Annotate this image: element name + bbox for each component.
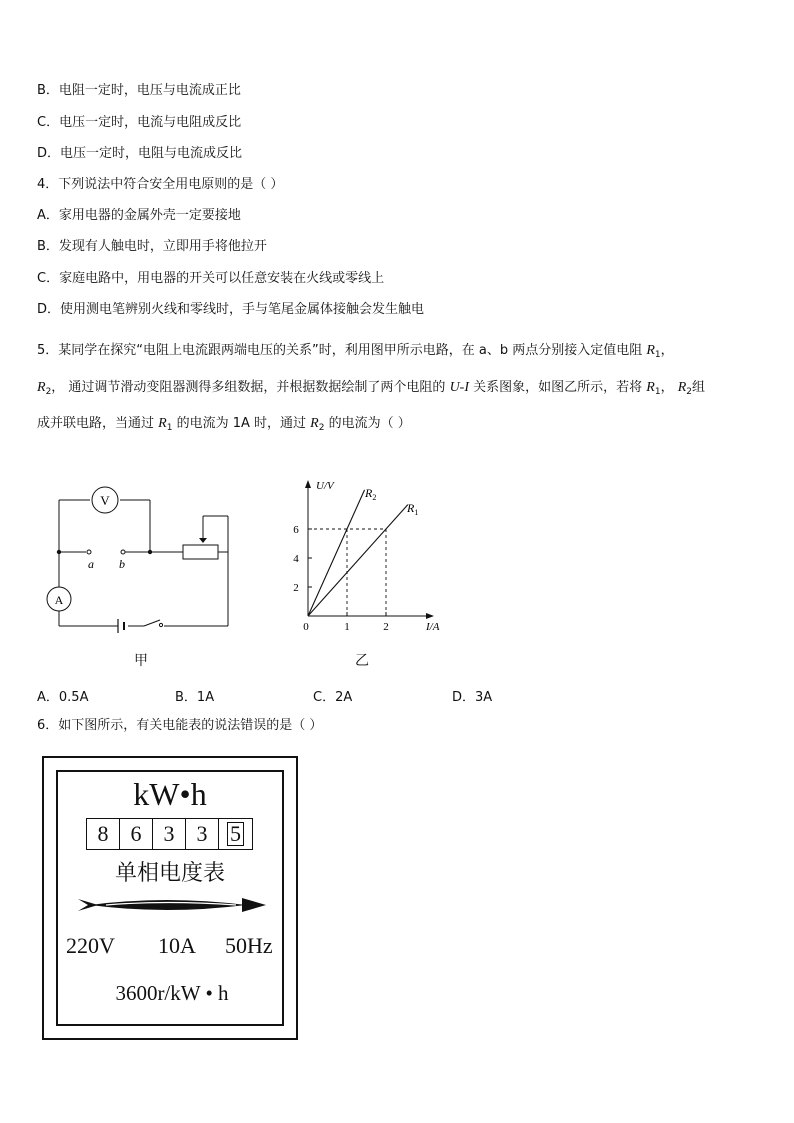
q5-stem-line1: [37, 342, 674, 364]
x-tick-label: 1: [344, 621, 350, 633]
meter-unit: kW•h: [133, 776, 207, 812]
ammeter-label: A: [54, 593, 64, 607]
r2-sub: 2: [318, 423, 325, 433]
r2-sub: 2: [686, 387, 692, 397]
y-tick-label: 6: [293, 524, 299, 536]
origin-label: 0: [303, 621, 309, 633]
r2-symbol: R: [310, 416, 319, 431]
x-axis-arrow-icon: [426, 613, 434, 619]
q4-option-b: B．发现有人触电时，立即用手将他拉开: [37, 239, 267, 254]
r2-line-label: $R_2$: [365, 486, 377, 502]
r2-symbol: R: [677, 380, 687, 395]
circuit-caption: 甲: [134, 653, 148, 669]
q5-text: 组: [692, 380, 706, 395]
r1-symbol: R: [646, 343, 655, 358]
q5-option-c: C．2A: [313, 690, 353, 705]
q5-text: 成并联电路，当通过: [37, 416, 159, 431]
q3-option-d: D．电压一定时，电阻与电流成反比: [37, 146, 243, 161]
q3-option-c: C．电压一定时，电流与电阻成反比: [37, 115, 242, 130]
q5-option-b: B．1A: [175, 690, 215, 705]
meter-name: 单相电度表: [114, 861, 225, 886]
q4-option-c: C．家庭电路中，用电器的开关可以任意安装在火线或零线上: [37, 271, 385, 286]
meter-digit-display: [86, 818, 253, 850]
ui-graph: [286, 470, 456, 670]
graph-caption: 乙: [355, 653, 369, 669]
r2-sub: 2: [45, 387, 52, 397]
y-axis-arrow-icon: [305, 480, 311, 488]
meter-frequency: 50Hz: [225, 933, 273, 958]
meter-current: 10A: [158, 933, 196, 958]
terminal-a: [87, 550, 91, 554]
y-axis-label: U/V: [316, 480, 334, 492]
r1-sub: 1: [654, 387, 661, 397]
meter-rotation-arrow-icon: [76, 893, 268, 917]
point-a-label: a: [88, 557, 94, 571]
series-line-r2: [308, 490, 365, 616]
r1-symbol: R: [158, 416, 167, 431]
q4-option-d: D．使用测电笔辨别火线和零线时，手与笔尾金属体接触会发生触电: [37, 302, 425, 317]
r2-symbol: R: [37, 380, 46, 395]
q5-text: 关系图象，如图乙所示，若将: [469, 380, 647, 395]
meter-digit: 3: [153, 819, 186, 849]
q5-stem-line2: [37, 379, 705, 401]
q5-stem-line3: [37, 415, 411, 437]
meter-voltage: 220V: [66, 933, 115, 958]
ui-symbol: U-I: [449, 380, 469, 395]
r1-sub: 1: [654, 350, 661, 360]
r1-symbol: R: [646, 380, 655, 395]
q3-option-b: B．电阻一定时，电压与电流成正比: [37, 83, 241, 98]
y-tick-label: 2: [293, 582, 299, 594]
x-axis-label: I/A: [426, 621, 440, 633]
q5-text: ，: [660, 343, 674, 358]
q5-text: ，: [660, 380, 678, 395]
q5-option-d: D．3A: [452, 690, 493, 705]
q6-stem: 6．如下图所示，有关电能表的说法错误的是（ ）: [37, 718, 323, 733]
point-b-label: b: [119, 557, 125, 571]
meter-constant: 3600r/kW • h: [115, 981, 229, 1005]
q5-text: 的电流为（ ）: [324, 416, 411, 431]
terminal-b: [121, 550, 125, 554]
q5-option-a: A．0.5A: [37, 690, 89, 705]
x-tick-label: 2: [383, 621, 389, 633]
meter-digit-decimal: 5: [219, 819, 252, 849]
voltmeter-label: V: [100, 493, 110, 508]
y-tick-label: 4: [293, 553, 299, 565]
r1-line-label: $R_1$: [407, 501, 419, 517]
rheostat-slider-icon: [199, 538, 207, 543]
q4-option-a: A．家用电器的金属外壳一定要接地: [37, 208, 241, 223]
meter-digit: 6: [120, 819, 153, 849]
q5-text: ， 通过调节滑动变阻器测得多组数据，并根据数据绘制了两个电阻的: [51, 380, 450, 395]
q4-stem: 4．下列说法中符合安全用电原则的是（ ）: [37, 177, 284, 192]
q5-text: 5．某同学在探究“电阻上电流跟两端电压的关系”时，利用图甲所示电路，在 a、b 两点分别接入定值电阻: [37, 343, 647, 358]
meter-digit: 8: [87, 819, 120, 849]
q5-text: 的电流为 1A 时，通过: [172, 416, 311, 431]
r1-sub: 1: [166, 423, 173, 433]
series-line-r1: [308, 505, 408, 616]
meter-digit: 3: [186, 819, 219, 849]
